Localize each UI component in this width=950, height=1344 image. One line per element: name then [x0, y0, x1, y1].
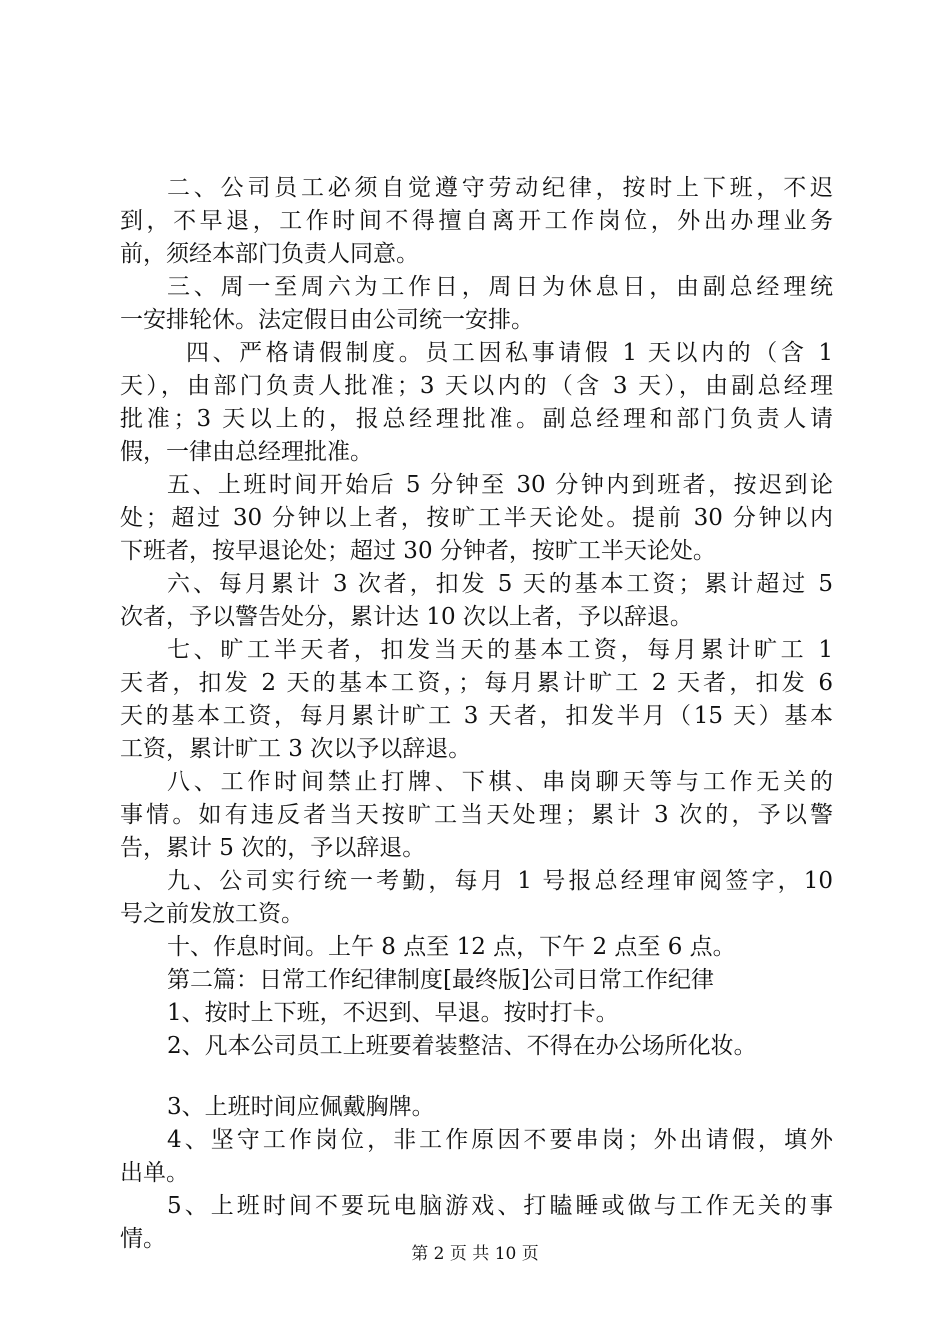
paragraph-7-line-1: 七、旷工半天者，扣发当天的基本工资，每月累计旷工 1	[167, 637, 833, 663]
paragraph-4-line-2: 天），由部门负责人批准；3 天以内的（含 3 天），由副总经理	[120, 373, 833, 399]
paragraph-6-line-1: 六、每月累计 3 次者，扣发 5 天的基本工资；累计超过 5	[167, 571, 833, 597]
paragraph-5-line-2: 处；超过 30 分钟以上者，按旷工半天论处。提前 30 分钟以内	[120, 505, 833, 531]
rule-5-line-2: 情。	[120, 1226, 166, 1252]
page-number-footer: 第 2 页 共 10 页	[411, 1244, 539, 1264]
paragraph-4-line-3: 批准；3 天以上的，报总经理批准。副总经理和部门负责人请	[120, 406, 833, 432]
paragraph-2-line-3: 前，须经本部门负责人同意。	[120, 241, 419, 267]
paragraph-8-line-2: 事情。如有违反者当天按旷工当天处理；累计 3 次的，予以警	[120, 802, 833, 828]
paragraph-3-line-2: 一安排轮休。法定假日由公司统一安排。	[120, 307, 534, 333]
paragraph-2-line-1: 二、公司员工必须自觉遵守劳动纪律，按时上下班，不迟	[167, 175, 833, 201]
rule-2-line-1: 2、凡本公司员工上班要着装整洁、不得在办公场所化妆。	[167, 1033, 757, 1059]
paragraph-4-line-4: 假，一律由总经理批准。	[120, 439, 373, 465]
section-heading-part-2: 第二篇：日常工作纪律制度[最终版]公司日常工作纪律	[167, 967, 714, 993]
rule-4-line-1: 4、坚守工作岗位，非工作原因不要串岗；外出请假，填外	[167, 1127, 833, 1153]
paragraph-4-line-1: 四、严格请假制度。员工因私事请假 1 天以内的（含 1	[186, 340, 833, 366]
paragraph-9-line-1: 九、公司实行统一考勤，每月 1 号报总经理审阅签字，10	[167, 868, 833, 894]
paragraph-8-line-3: 告，累计 5 次的，予以辞退。	[120, 835, 426, 861]
paragraph-7-line-3: 天的基本工资，每月累计旷工 3 天者，扣发半月（15 天）基本	[120, 703, 833, 729]
paragraph-7-line-2: 天者，扣发 2 天的基本工资，；每月累计旷工 2 天者，扣发 6	[120, 670, 833, 696]
paragraph-10-line-1: 十、作息时间。上午 8 点至 12 点，下午 2 点至 6 点。	[167, 934, 736, 960]
paragraph-5-line-3: 下班者，按早退论处；超过 30 分钟者，按旷工半天论处。	[120, 538, 716, 564]
paragraph-3-line-1: 三、周一至周六为工作日，周日为休息日，由副总经理统	[167, 274, 833, 300]
rule-3-line-1: 3、上班时间应佩戴胸牌。	[167, 1094, 435, 1120]
paragraph-5-line-1: 五、上班时间开始后 5 分钟至 30 分钟内到班者，按迟到论	[167, 472, 833, 498]
rule-4-line-2: 出单。	[120, 1160, 189, 1186]
paragraph-9-line-2: 号之前发放工资。	[120, 901, 304, 927]
paragraph-7-line-4: 工资，累计旷工 3 次以予以辞退。	[120, 736, 472, 762]
paragraph-2-line-2: 到，不早退，工作时间不得擅自离开工作岗位，外出办理业务	[120, 208, 833, 234]
paragraph-6-line-2: 次者，予以警告处分，累计达 10 次以上者，予以辞退。	[120, 604, 693, 630]
paragraph-8-line-1: 八、工作时间禁止打牌、下棋、串岗聊天等与工作无关的	[167, 769, 833, 795]
rule-1-line-1: 1、按时上下班，不迟到、早退。按时打卡。	[167, 1000, 619, 1026]
rule-5-line-1: 5、上班时间不要玩电脑游戏、打瞌睡或做与工作无关的事	[167, 1193, 833, 1219]
